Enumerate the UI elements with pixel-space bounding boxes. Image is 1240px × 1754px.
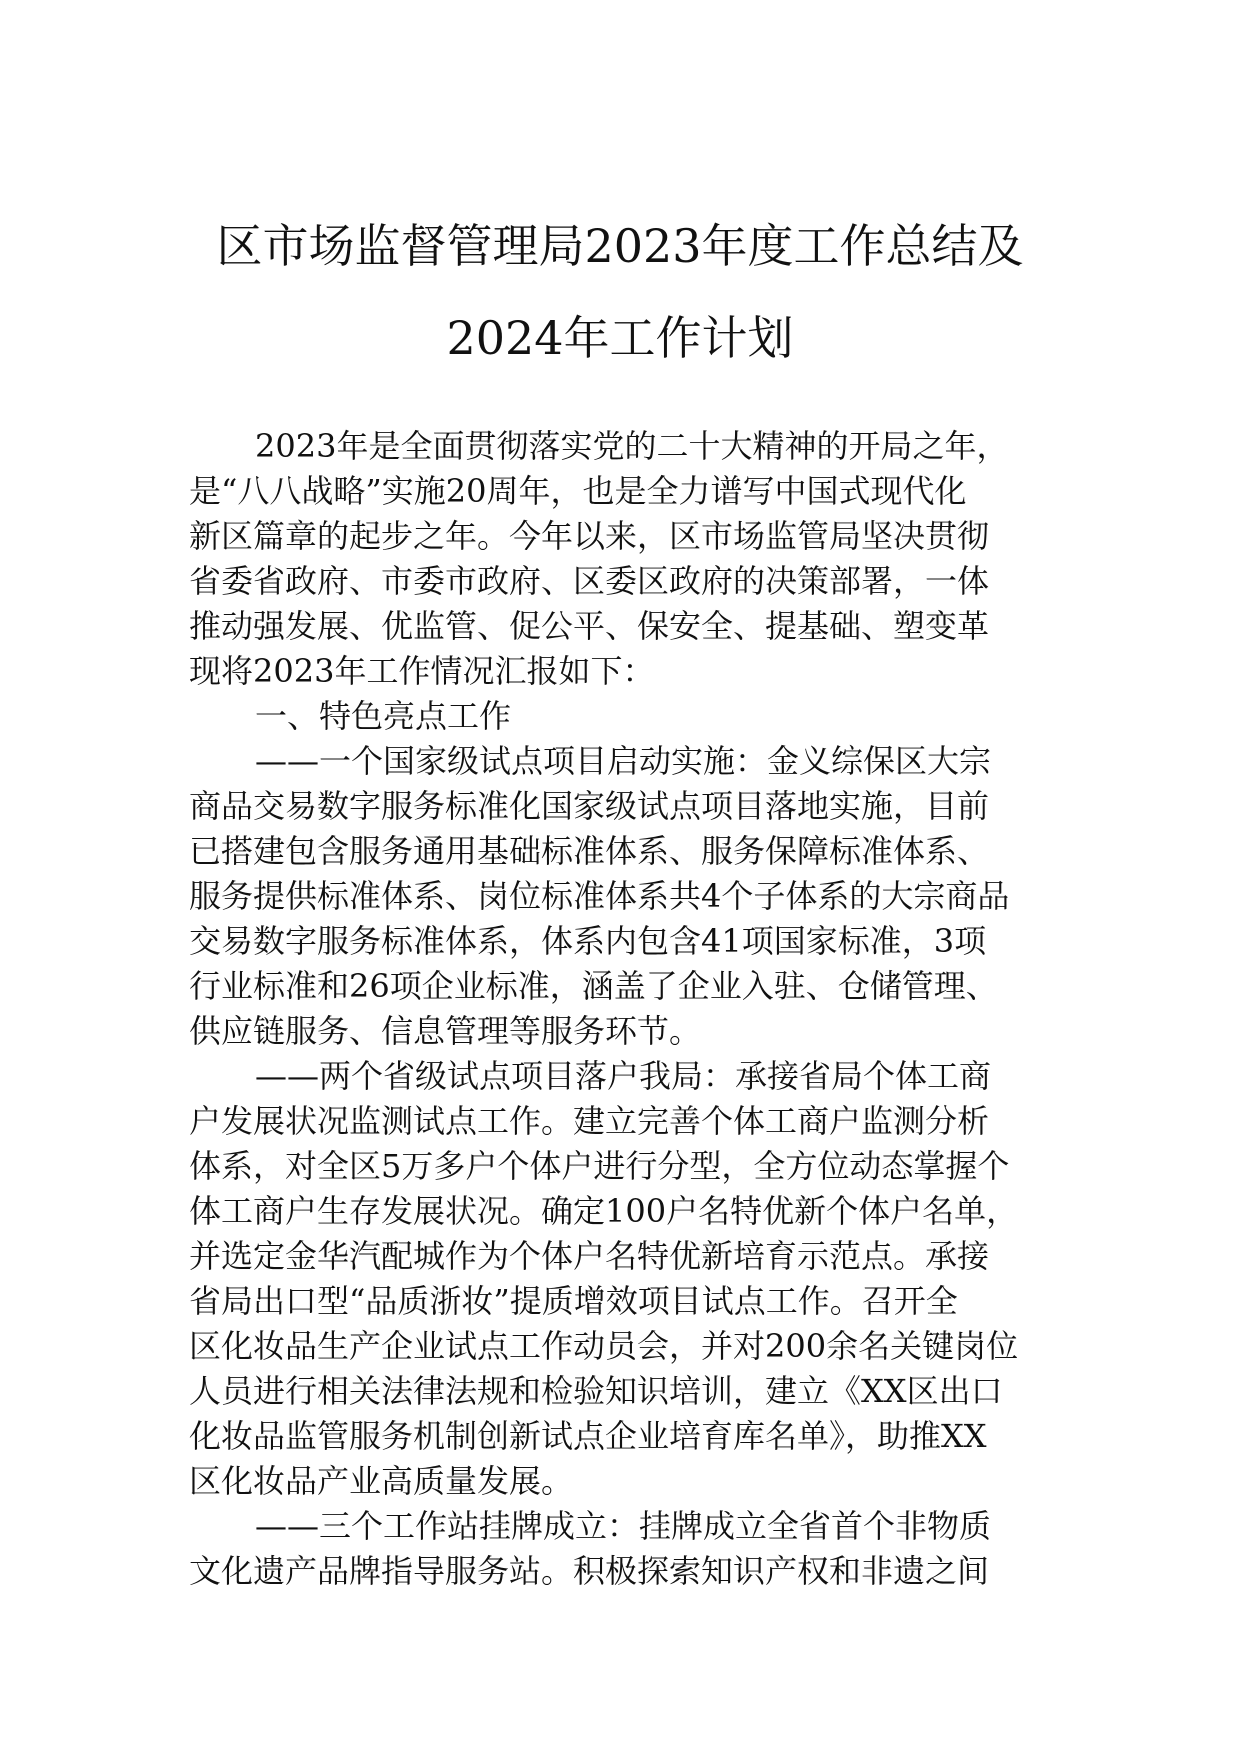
body-line: 体工商户生存发展状况。确定100户名特优新个体户名单， [189,1192,1019,1230]
body-line: 供应链服务、信息管理等服务环节。 [189,1012,702,1050]
body-line: 省委省政府、市委市政府、区委区政府的决策部署，一体 [189,562,990,600]
body-line: 并选定金华汽配城作为个体户名特优新培育示范点。承接 [189,1237,990,1275]
body-line: 一、特色亮点工作 [255,697,512,735]
body-line: 商品交易数字服务标准化国家级试点项目落地实施，目前 [189,787,990,825]
document-title-line-2: 2024年工作计划 [446,311,794,365]
body-line: 户发展状况监测试点工作。建立完善个体工商户监测分析 [189,1102,990,1140]
body-line: 交易数字服务标准体系，体系内包含41项国家标准，3项 [189,922,987,960]
body-line: 化妆品监管服务机制创新试点企业培育库名单》，助推XX [189,1417,987,1455]
body-line: 省局出口型“品质浙妆”提质增效项目试点工作。召开全 [189,1282,958,1320]
body-line: 文化遗产品牌指导服务站。积极探索知识产权和非遗之间 [189,1552,990,1590]
body-line: 2023年是全面贯彻落实党的二十大精神的开局之年， [255,427,1009,465]
body-line: 体系，对全区5万多户个体户进行分型，全方位动态掌握个 [189,1147,1010,1185]
body-line: ——两个省级试点项目落户我局：承接省局个体工商 [255,1057,992,1095]
body-line: 新区篇章的起步之年。今年以来，区市场监管局坚决贯彻 [189,517,990,555]
body-line: 服务提供标准体系、岗位标准体系共4个子体系的大宗商品 [189,877,1010,915]
body-line: 现将2023年工作情况汇报如下： [189,652,655,690]
document-title-line-1: 区市场监督管理局2023年度工作总结及 [216,219,1024,273]
body-line: ——三个工作站挂牌成立：挂牌成立全省首个非物质 [255,1507,992,1545]
body-line: 区化妆品生产企业试点工作动员会，并对200余名关键岗位 [189,1327,1019,1365]
body-line: 区化妆品产业高质量发展。 [189,1462,574,1500]
body-line: ——一个国家级试点项目启动实施：金义综保区大宗 [255,742,992,780]
body-line: 已搭建包含服务通用基础标准体系、服务保障标准体系、 [189,832,990,870]
document-body [189,424,1051,1594]
body-line: 是“八八战略”实施20周年，也是全力谱写中国式现代化 [189,472,967,510]
body-line: 行业标准和26项企业标准，涵盖了企业入驻、仓储管理、 [189,967,998,1005]
body-line: 推动强发展、优监管、促公平、保安全、提基础、塑变革 [189,607,990,645]
body-line: 人员进行相关法律法规和检验知识培训，建立《XX区出口 [189,1372,1003,1410]
